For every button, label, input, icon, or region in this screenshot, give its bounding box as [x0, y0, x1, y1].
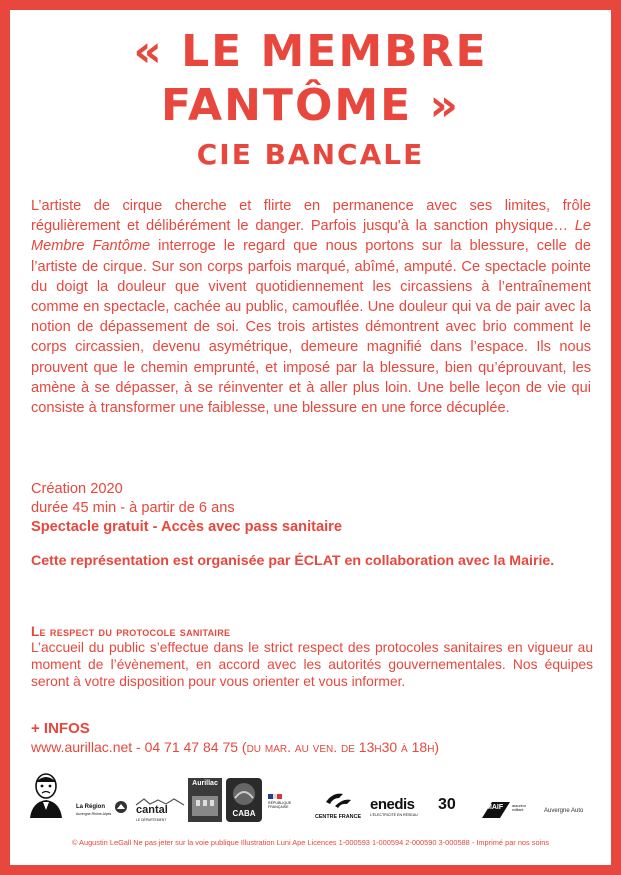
show-description [31, 196, 591, 418]
enedis-name: enedis [370, 796, 415, 813]
aurillac-name: Aurillac [192, 780, 218, 787]
tricolor-flag-icon [268, 794, 282, 799]
republique-name: RÉPUBLIQUE FRANÇAISE [268, 801, 292, 809]
access-info: Spectacle gratuit - Accès avec pass sanitaire [31, 519, 342, 535]
enedis-logo [370, 796, 428, 822]
region-emblem-icon [114, 800, 130, 816]
enedis-sub: L'ÉLECTRICITÉ EN RÉSEAU [370, 813, 418, 817]
thirty-years-logo [438, 796, 466, 822]
maif-logo [482, 798, 536, 822]
credit-agricole-emblem-icon [323, 790, 353, 810]
contact-line [31, 739, 439, 755]
cantal-logo [134, 798, 186, 824]
credit-agricole-logo [310, 790, 366, 822]
portrait-illustration [28, 772, 64, 818]
duration: durée 45 min - à partir de 6 ans [31, 500, 235, 516]
organisation-note: Cette représentation est organisée par ÉCLAT en collaboration avec la Mairie. [31, 553, 555, 569]
last-partner-logo [544, 808, 594, 820]
description-part-1: L’artiste de cirque cherche et flirte en permanence avec ses limites, frôle régulièrement et délibérément le danger. Parfois jusqu'à la sanction physique… [31, 198, 591, 235]
maif-name: MAIF [486, 804, 504, 811]
thirty-number: 30 [438, 796, 456, 813]
title-line-1: « LE MEMBRE [133, 26, 488, 77]
caba-name: CABA [232, 809, 256, 818]
region-name: La Région [76, 804, 106, 810]
creation-year: Création 2020 [31, 481, 123, 497]
contact-link[interactable]: www.aurillac.net - 04 71 47 84 75 [31, 739, 239, 755]
credit-agricole-text: CENTRE FRANCE [314, 814, 362, 820]
opening-hours: (du mar. au ven. de 13h30 à 18h) [241, 739, 440, 755]
cantal-sub: LE DÉPARTEMENT [136, 818, 167, 822]
footer-credits: © Augustin LeGall Ne pas jeter sur la voie publique Illustration Luni Ape Licences 1-000593 1-000594 2-000590 3-000588 - Imprimé par nos soins [71, 838, 550, 847]
work-title: Le Membre Fantôme [31, 218, 591, 255]
republique-logo [268, 794, 304, 822]
title-line-2: FANTÔME » [161, 80, 460, 131]
company-name: CIE BANCALE [196, 138, 425, 171]
region-sub: Auvergne-Rhône-Alpes [76, 812, 112, 816]
protocol-text: L’accueil du public s’effectue dans le strict respect des protocoles sanitaires en vigueur au moment de l’évènement, en accord avec les autorités gouvernementales. Nos équipes seront à votre disposition pour vous orienter et vous informer. [31, 640, 593, 689]
last-partner-name: Auvergne Auto [544, 808, 584, 814]
cantal-name: cantal [136, 804, 168, 816]
protocol-heading: Le respect du protocole sanitaire [31, 624, 231, 639]
infos-heading: + INFOS [31, 720, 90, 737]
maif-sub: assureur militant [512, 804, 526, 812]
aurillac-logo [188, 778, 222, 822]
caba-logo [226, 778, 262, 822]
description-part-2: interroge le regard que nous portons sur la blessure, celle de l’artiste de cirque. Sur son corps parfois marqué, abîmé, amputé. Ce spectacle pointe du doigt la douleur que vivent quotidiennement les circassiens à l’entraînement comme en spectacle, cachée au public, camouflée. Une douleur qui va de pair avec la notion de dépassement de soi. Ces trois artistes démontrent avec brio comment le corps circassien, devenu asymétrique, demeure magnifié dans l’espace. Ils nous prouvent que le chemin emprunté, et imposé par la blessure, bien qu’éprouvant, les amène à se dépasser, à se réinventer et à aller plus loin. Une belle leçon de vie qui consiste à transformer une faiblesse, une blessure en une force décuplée. [31, 238, 592, 417]
